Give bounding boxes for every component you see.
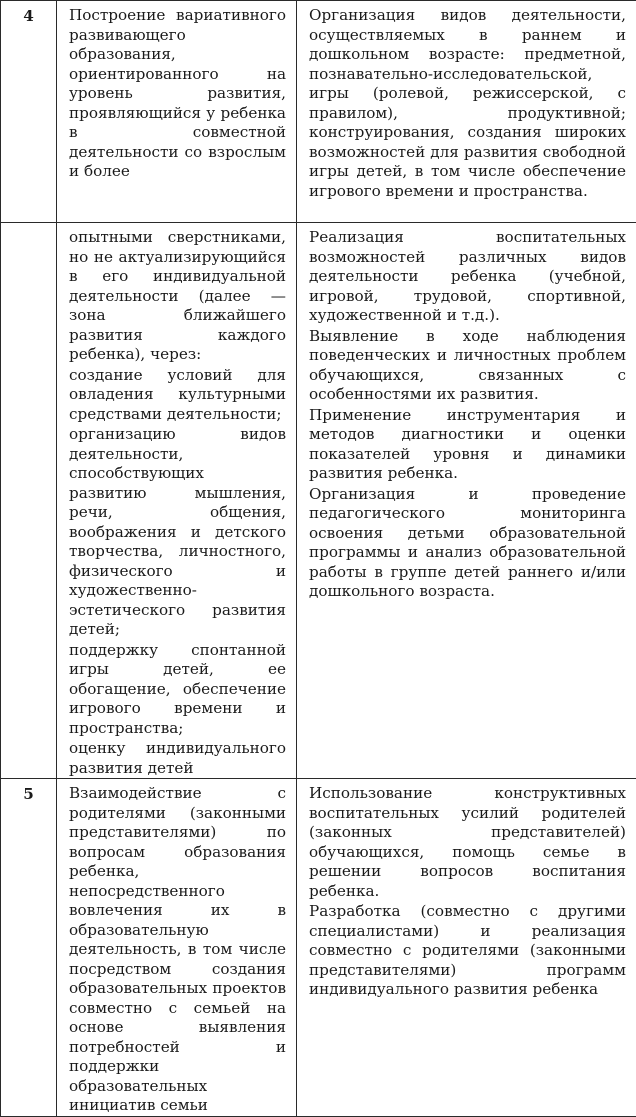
table-row bbox=[1, 1, 636, 223]
paragraph: Применение инструментария и методов диагностики и оценки показателей уровня и динамики развития ребенка. bbox=[309, 406, 626, 484]
function-cell bbox=[57, 779, 297, 1117]
paragraph: создание условий для овладения культурными средствами деятельности; bbox=[69, 366, 286, 425]
paragraph: Разработка (совместно с другими специалистами) и реализация совместно с родителями (законными представителями) программ индивидуального развития ребенка bbox=[309, 902, 626, 1000]
function-cell bbox=[57, 1, 297, 223]
paragraph: Реализация воспитательных возможностей различных видов деятельности ребенка (учебной, игровой, трудовой, спортивной, художественной и т.д.). bbox=[309, 228, 626, 326]
action-cell bbox=[297, 1, 636, 223]
paragraph: опытными сверстниками, но не актуализирующийся в его индивидуальной деятельности (далее — зона ближайшего развития каждого ребенка), через: bbox=[69, 228, 286, 365]
row-number: 4 bbox=[1, 1, 57, 223]
function-cell bbox=[57, 223, 297, 779]
paragraph: Использование конструктивных воспитательных усилий родителей (законных представителей) обучающихся, помощь семье в решении вопросов воспитания ребенка. bbox=[309, 784, 626, 901]
row-number bbox=[1, 223, 57, 779]
paragraph: поддержку спонтанной игры детей, ее обогащение, обеспечение игрового времени и пространства; bbox=[69, 641, 286, 739]
action-cell bbox=[297, 779, 636, 1117]
row-number: 5 bbox=[1, 779, 57, 1117]
paragraph: Организация видов деятельности, осуществляемых в раннем и дошкольном возрасте: предметной, познавательно-исследовательской, игры (ролевой, режиссерской, с правилом), продуктивной; конструирования, создания широких возможностей для развития свободной игры детей, в том числе обеспечение игрового времени и пространства. bbox=[309, 6, 626, 201]
paragraph: Построение вариативного развивающего образования, ориентированного на уровень развития, проявляющийся у ребенка в совместной деятельности со взрослым и более bbox=[69, 6, 286, 182]
paragraph: Взаимодействие с родителями (законными представителями) по вопросам образования ребенка, непосредственного вовлечения их в образовательную деятельность, в том числе посредством создания образовательных проектов совместно с семьей на основе выявления потребностей и поддержки образовательных инициатив семьи bbox=[69, 784, 286, 1116]
action-cell bbox=[297, 223, 636, 779]
paragraph: Организация и проведение педагогического мониторинга освоения детьми образовательной программы и анализ образовательной работы в группе детей раннего и/или дошкольного возраста. bbox=[309, 485, 626, 602]
paragraph: оценку индивидуального развития детей bbox=[69, 739, 286, 778]
table-row bbox=[1, 779, 636, 1117]
paragraph: Выявление в ходе наблюдения поведенческих и личностных проблем обучающихся, связанных с особенностями их развития. bbox=[309, 327, 626, 405]
paragraph: организацию видов деятельности, способствующих развитию мышления, речи, общения, воображения и детского творчества, личностного, физического и художественно-эстетического развития детей; bbox=[69, 425, 286, 640]
table-row bbox=[1, 223, 636, 779]
